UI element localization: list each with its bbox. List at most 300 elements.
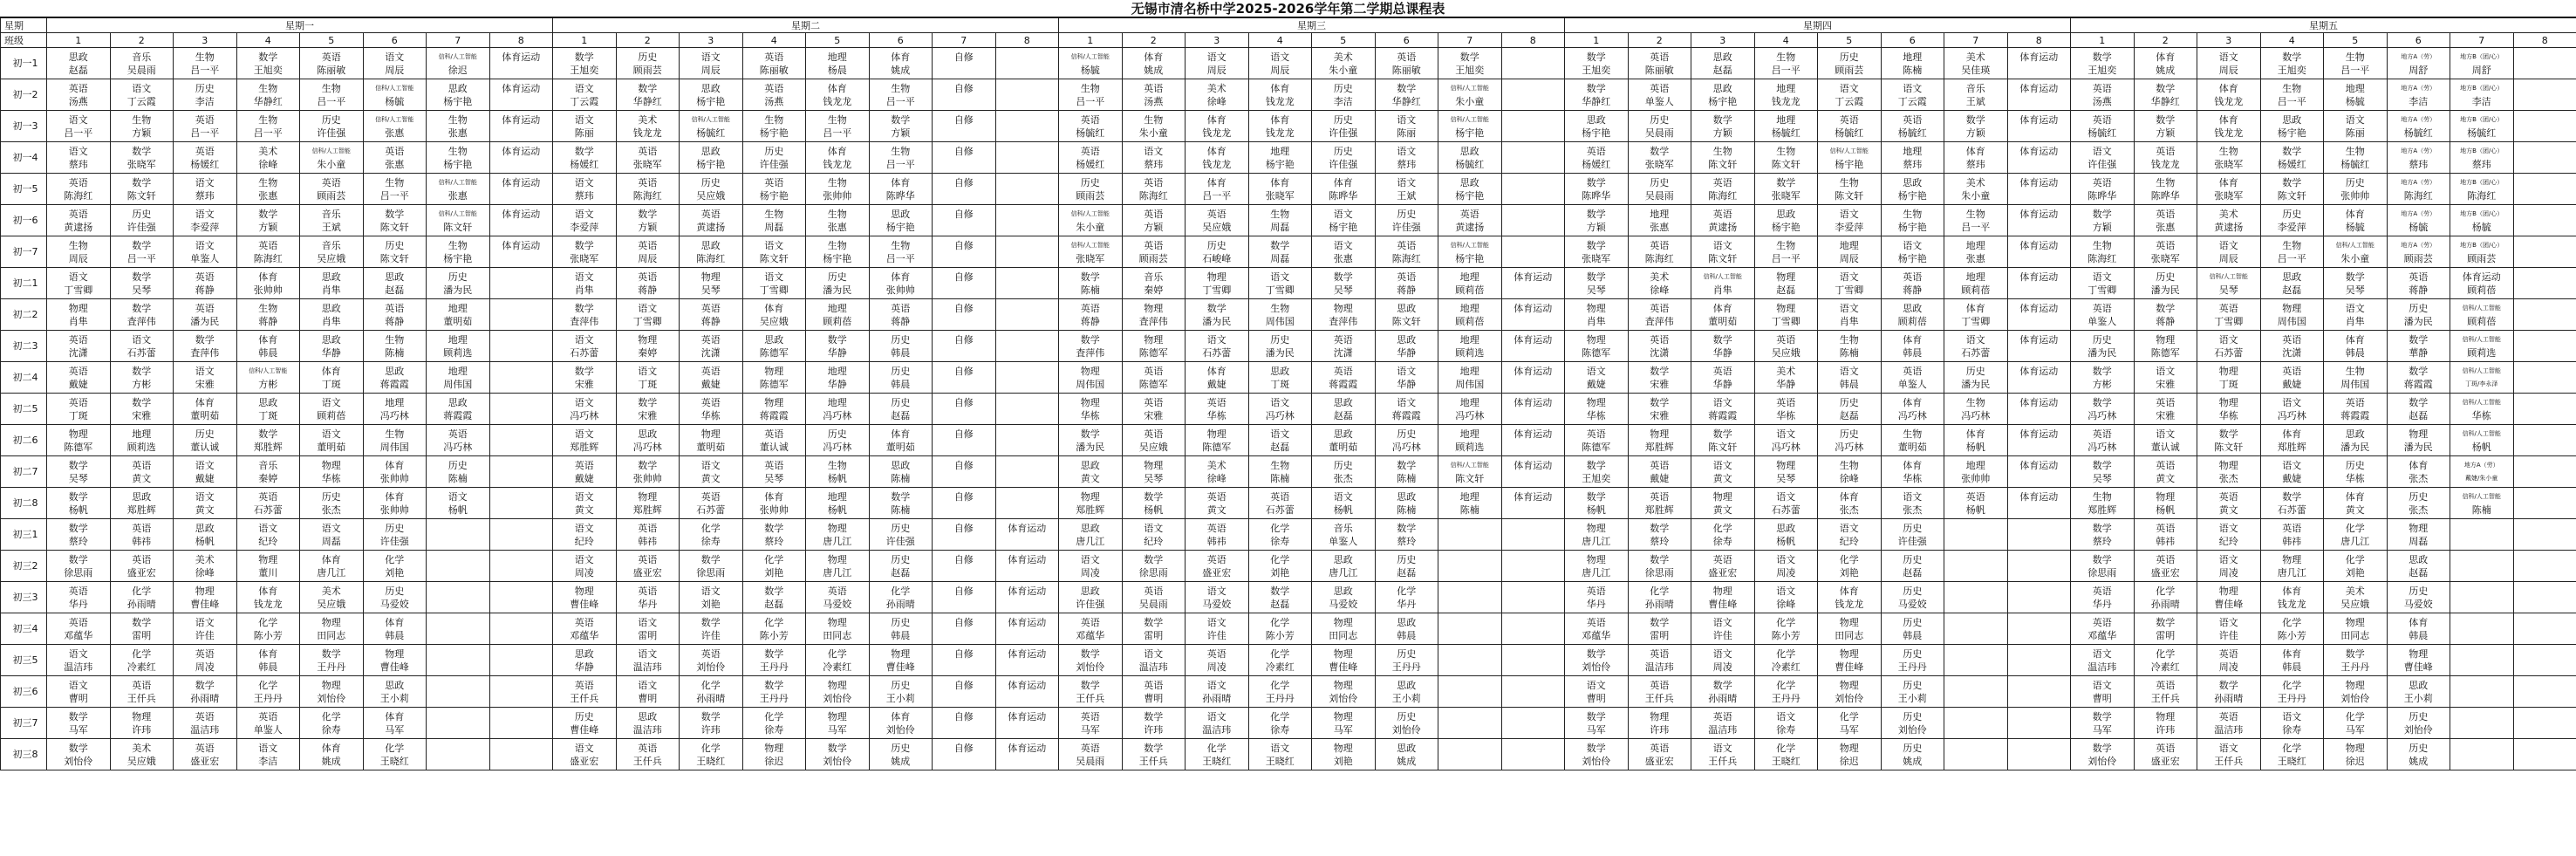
lesson-subject: 化学	[2156, 647, 2176, 660]
lesson-teacher: 张晓军	[2150, 252, 2180, 264]
lesson-cell	[933, 645, 996, 676]
lesson-subject: 英语	[2282, 333, 2302, 346]
lesson-subject: 物理	[1586, 553, 1606, 565]
lesson-subject	[490, 522, 553, 535]
lesson-cell	[2513, 362, 2576, 394]
lesson-cell	[174, 708, 237, 739]
lesson-teacher: 王丹丹	[2277, 692, 2306, 704]
lesson-subject	[1438, 522, 1501, 535]
lesson-subject	[996, 396, 1059, 409]
lesson-teacher: 徐峰	[1206, 472, 1227, 484]
lesson-subject: 体育	[891, 51, 911, 63]
lesson-subject: 思政	[1459, 176, 1479, 188]
lesson-teacher: 杨宇艳	[1455, 189, 1485, 202]
lesson-cell	[174, 331, 237, 362]
lesson-subject: 生物	[827, 239, 847, 251]
lesson-cell	[616, 456, 680, 488]
lesson-teacher: 冯巧林	[1897, 409, 1927, 421]
lesson-teacher: 黄文	[1712, 503, 1732, 516]
lesson-teacher: 朱小童	[1138, 127, 1168, 139]
lesson-subject	[1438, 553, 1501, 566]
lesson-teacher: 王小莉	[379, 692, 409, 704]
lesson-subject	[2514, 113, 2576, 127]
lesson-teacher: 王小莉	[885, 692, 915, 704]
lesson-cell	[300, 111, 364, 142]
lesson-teacher: 陈文轩	[1455, 472, 1485, 484]
lesson-teacher: 冯巧林	[1455, 409, 1485, 421]
lesson-subject: 语文	[2218, 742, 2238, 754]
lesson-subject	[2008, 742, 2071, 755]
lesson-subject: 英语	[1144, 82, 1164, 94]
lesson-cell	[427, 48, 490, 79]
class-row	[1, 739, 2576, 770]
lesson-cell	[2450, 268, 2514, 299]
lesson-cell	[47, 613, 111, 645]
lesson-teacher: 陈文轩	[2277, 189, 2306, 202]
lesson-subject: 体育运动	[502, 82, 541, 94]
lesson-subject	[1502, 553, 1565, 566]
lesson-subject	[2514, 176, 2576, 189]
lesson-subject: 英语	[1080, 616, 1100, 628]
lesson-teacher	[996, 95, 1059, 108]
lesson-teacher: 王丹丹	[1897, 661, 1927, 673]
lesson-teacher: 汤燕	[68, 95, 88, 107]
weekday-header: 星期三	[1059, 18, 1565, 33]
lesson-subject: 体育运动	[1513, 302, 1553, 314]
lesson-teacher	[2008, 189, 2071, 202]
lesson-subject: 物理	[321, 616, 341, 628]
lesson-teacher	[2450, 566, 2513, 579]
lesson-cell	[1248, 425, 1312, 456]
lesson-subject	[2514, 742, 2576, 755]
lesson-cell	[2513, 394, 2576, 425]
lesson-teacher: 周凌	[1712, 661, 1732, 673]
lesson-teacher: 张晓军	[1265, 189, 1295, 202]
lesson-cell	[110, 708, 174, 739]
class-row	[1, 48, 2576, 79]
lesson-subject: 地方B（团/心）	[2460, 178, 2504, 186]
lesson-teacher: 赵磊	[891, 566, 911, 579]
class-name: 初三7	[1, 708, 47, 739]
lesson-subject	[490, 616, 553, 629]
lesson-subject: 英语	[638, 239, 658, 251]
lesson-teacher: 赵磊	[1397, 566, 1417, 579]
lesson-cell	[2260, 362, 2324, 394]
lesson-teacher: 郑胜辉	[1644, 441, 1674, 453]
lesson-subject: 生物	[891, 82, 911, 94]
lesson-subject: 数学	[574, 239, 594, 251]
lesson-teacher	[2514, 252, 2576, 265]
lesson-subject: 思政	[2409, 679, 2429, 691]
lesson-cell	[110, 551, 174, 582]
lesson-cell	[1438, 645, 1502, 676]
lesson-teacher: 李洁	[258, 755, 278, 767]
lesson-teacher	[996, 723, 1059, 736]
lesson-teacher	[2008, 692, 2071, 705]
lesson-cell	[2387, 331, 2450, 362]
lesson-subject	[2450, 553, 2513, 566]
lesson-subject: 历史	[891, 679, 911, 691]
lesson-cell	[2387, 142, 2450, 174]
lesson-cell	[806, 362, 870, 394]
lesson-teacher: 黄逮扬	[696, 221, 726, 233]
lesson-cell	[2197, 551, 2261, 582]
lesson-cell	[933, 236, 996, 268]
lesson-subject: 体育	[2218, 176, 2238, 188]
lesson-teacher: 査萍伟	[190, 346, 220, 359]
lesson-subject: 历史	[891, 616, 911, 628]
weekday-header: 星期二	[553, 18, 1059, 33]
lesson-cell	[2450, 645, 2514, 676]
lesson-subject: 体育运动	[2019, 51, 2059, 63]
lesson-teacher: 陈文轩	[126, 189, 156, 202]
lesson-cell	[2387, 613, 2450, 645]
lesson-cell	[1375, 79, 1438, 111]
lesson-subject: 体育运动	[1513, 428, 1553, 440]
lesson-subject: 数学	[2345, 270, 2365, 283]
lesson-cell	[1248, 739, 1312, 770]
lesson-cell	[1818, 331, 1882, 362]
lesson-teacher: 吴琴	[700, 284, 721, 296]
lesson-teacher: 华栋	[2345, 472, 2365, 484]
lesson-teacher: 丁斑	[1270, 378, 1290, 390]
lesson-teacher	[2008, 221, 2071, 234]
lesson-teacher: 顾莉蓓	[2467, 315, 2497, 327]
lesson-subject: 英语	[1080, 302, 1100, 314]
lesson-cell	[2197, 331, 2261, 362]
lesson-cell	[2007, 551, 2071, 582]
lesson-teacher	[490, 598, 553, 611]
lesson-teacher: 石苏蕾	[696, 503, 726, 516]
lesson-subject: 体育	[2345, 333, 2365, 346]
lesson-cell	[995, 236, 1059, 268]
lesson-subject: 语文	[2345, 302, 2365, 314]
lesson-subject: 地理	[1459, 365, 1479, 377]
lesson-subject: 物理	[1650, 428, 1670, 440]
lesson-teacher: 顾雨芸	[632, 64, 662, 76]
lesson-teacher: 吴应娥	[1138, 441, 1168, 453]
lesson-teacher: 戴婕	[1206, 378, 1227, 390]
lesson-cell	[2260, 79, 2324, 111]
lesson-subject: 历史	[700, 176, 721, 188]
lesson-teacher: 温洁玮	[2087, 661, 2117, 673]
lesson-subject: 地理	[1965, 239, 1985, 251]
lesson-subject	[1438, 679, 1501, 692]
lesson-cell	[2007, 236, 2071, 268]
lesson-cell	[1122, 331, 1186, 362]
lesson-cell	[806, 268, 870, 299]
lesson-cell	[1059, 111, 1123, 142]
lesson-teacher: 陈小芳	[1265, 629, 1295, 641]
lesson-teacher: 田同志	[823, 629, 852, 641]
lesson-cell	[489, 394, 553, 425]
lesson-subject: 语文	[1839, 82, 1859, 94]
lesson-subject: 数学	[132, 176, 152, 188]
lesson-subject	[1944, 553, 2007, 566]
lesson-cell	[1754, 174, 1818, 205]
lesson-cell	[1565, 425, 1629, 456]
lesson-subject: 物理	[1333, 616, 1353, 628]
lesson-teacher: 杨毓红	[2087, 127, 2117, 139]
lesson-subject: 化学	[258, 616, 278, 628]
lesson-subject: 生物	[2156, 176, 2176, 188]
lesson-cell	[300, 362, 364, 394]
lesson-teacher	[490, 692, 553, 705]
lesson-cell	[1312, 79, 1376, 111]
lesson-teacher: 曹佳峰	[570, 723, 599, 736]
lesson-teacher	[2514, 346, 2576, 360]
lesson-subject: 英语	[1650, 679, 1670, 691]
lesson-teacher: 曹佳峰	[570, 598, 599, 610]
lesson-teacher: 张杰	[2409, 472, 2429, 484]
lesson-cell	[2450, 551, 2514, 582]
lesson-subject: 信科/人工智能	[1070, 241, 1110, 249]
period-number: 3	[680, 33, 743, 48]
lesson-teacher: 吴琴	[132, 284, 152, 296]
lesson-cell	[363, 676, 427, 708]
lesson-cell	[553, 582, 617, 613]
lesson-cell	[2071, 268, 2135, 299]
lesson-cell	[1438, 142, 1502, 174]
lesson-subject: 信科/人工智能	[438, 52, 477, 60]
lesson-subject: 数学	[700, 553, 721, 565]
lesson-subject: 物理	[764, 365, 784, 377]
lesson-cell	[2071, 394, 2135, 425]
lesson-cell	[1501, 645, 1565, 676]
lesson-cell	[1186, 551, 1249, 582]
lesson-teacher	[996, 158, 1059, 171]
lesson-subject: 语文	[2282, 710, 2302, 722]
lesson-cell	[553, 456, 617, 488]
lesson-teacher	[996, 64, 1059, 77]
lesson-cell	[2007, 362, 2071, 394]
lesson-subject: 英语	[2156, 679, 2176, 691]
lesson-cell	[1059, 362, 1123, 394]
class-row	[1, 79, 2576, 111]
lesson-subject: 体育	[2409, 616, 2429, 628]
lesson-cell	[1312, 456, 1376, 488]
lesson-subject: 体育	[1903, 459, 1923, 471]
lesson-cell	[995, 551, 1059, 582]
lesson-subject: 生物	[2092, 490, 2112, 503]
lesson-cell	[1248, 331, 1312, 362]
lesson-cell	[2324, 645, 2388, 676]
lesson-cell	[1881, 488, 1944, 519]
lesson-subject: 生物	[1839, 176, 1859, 188]
lesson-teacher: 冯巧林	[1391, 441, 1421, 453]
lesson-subject: 体育	[1903, 396, 1923, 408]
lesson-subject: 英语	[1712, 710, 1732, 722]
lesson-subject	[1438, 616, 1501, 629]
lesson-subject	[2008, 616, 2071, 629]
lesson-subject: 物理	[827, 710, 847, 722]
lesson-cell	[1565, 79, 1629, 111]
lesson-teacher	[427, 692, 489, 705]
lesson-teacher: 张惠	[1650, 221, 1670, 233]
lesson-teacher: 徐思雨	[1138, 566, 1168, 579]
lesson-cell	[1818, 676, 1882, 708]
period-number: 4	[742, 33, 806, 48]
lesson-cell	[2197, 205, 2261, 236]
lesson-cell	[1754, 613, 1818, 645]
lesson-cell	[680, 174, 743, 205]
lesson-subject: 数学	[2409, 333, 2429, 346]
lesson-teacher: 钱龙龙	[2214, 127, 2244, 139]
lesson-subject: 体育	[1206, 365, 1227, 377]
lesson-cell	[363, 362, 427, 394]
lesson-cell	[680, 613, 743, 645]
lesson-subject: 信科/人工智能	[2209, 272, 2248, 280]
lesson-cell	[2007, 676, 2071, 708]
lesson-subject: 自修	[953, 490, 974, 503]
lesson-subject: 英语	[638, 522, 658, 534]
lesson-teacher: 盛亚宏	[126, 566, 156, 579]
lesson-cell	[236, 551, 300, 582]
lesson-teacher: 蔡玮	[2409, 158, 2429, 170]
lesson-subject: 化学	[2282, 742, 2302, 754]
lesson-teacher: 周凌	[1776, 566, 1796, 579]
lesson-subject: 语文	[1839, 208, 1859, 220]
lesson-cell	[742, 676, 806, 708]
lesson-subject: 数学	[764, 647, 784, 660]
lesson-cell	[869, 456, 933, 488]
lesson-cell	[2007, 331, 2071, 362]
lesson-cell	[1375, 582, 1438, 613]
lesson-cell	[489, 645, 553, 676]
lesson-teacher	[2008, 661, 2071, 674]
lesson-subject: 思政	[385, 679, 405, 691]
lesson-cell	[1501, 708, 1565, 739]
lesson-cell	[363, 645, 427, 676]
lesson-subject: 语文	[195, 176, 215, 188]
lesson-cell	[1818, 362, 1882, 394]
lesson-subject: 语文	[1776, 553, 1796, 565]
lesson-subject: 英语	[1650, 490, 1670, 503]
lesson-cell	[1691, 613, 1755, 645]
lesson-cell	[2071, 519, 2135, 551]
lesson-teacher: 赵磊	[1270, 598, 1290, 610]
period-number: 7	[427, 33, 490, 48]
lesson-teacher: 吕一平	[1076, 95, 1105, 107]
lesson-subject: 历史	[1650, 176, 1670, 188]
lesson-cell	[1122, 613, 1186, 645]
lesson-cell	[110, 111, 174, 142]
lesson-subject: 生物	[827, 113, 847, 126]
lesson-teacher: 潘为民	[2087, 346, 2117, 359]
lesson-cell	[2513, 48, 2576, 79]
lesson-subject	[2008, 522, 2071, 535]
lesson-cell	[1438, 456, 1502, 488]
lesson-cell	[2324, 613, 2388, 645]
lesson-cell	[2197, 519, 2261, 551]
lesson-cell	[2134, 425, 2197, 456]
lesson-cell	[1565, 236, 1629, 268]
lesson-teacher: 冯巧林	[1265, 409, 1295, 421]
lesson-teacher: 黄文	[1712, 472, 1732, 484]
lesson-subject: 物理	[1080, 396, 1100, 408]
lesson-teacher	[2514, 566, 2576, 579]
period-number: 4	[2260, 33, 2324, 48]
lesson-cell	[680, 236, 743, 268]
lesson-teacher: 孙雨晴	[1644, 598, 1674, 610]
lesson-subject: 体育	[2218, 82, 2238, 94]
lesson-cell	[1691, 394, 1755, 425]
lesson-subject: 地理	[1270, 145, 1290, 157]
lesson-subject: 语文	[1776, 585, 1796, 597]
lesson-teacher: 潘为民	[2150, 284, 2180, 296]
lesson-teacher: 杨宇艳	[1897, 189, 1927, 202]
lesson-cell	[236, 205, 300, 236]
lesson-cell	[1248, 613, 1312, 645]
lesson-teacher	[490, 189, 553, 202]
lesson-teacher: 徐迟	[448, 64, 468, 76]
lesson-teacher: 周辰	[700, 64, 721, 76]
lesson-subject: 体育运动	[1008, 522, 1047, 534]
lesson-subject: 思政	[1776, 208, 1796, 220]
lesson-cell	[933, 519, 996, 551]
lesson-cell	[1122, 362, 1186, 394]
lesson-subject	[1502, 647, 1565, 661]
lesson-cell	[1628, 582, 1691, 613]
lesson-subject: 自修	[953, 145, 974, 157]
lesson-teacher	[2514, 661, 2576, 674]
lesson-subject: 数学	[2156, 82, 2176, 94]
lesson-subject: 化学	[2345, 553, 2365, 565]
lesson-teacher	[490, 315, 553, 328]
lesson-teacher: 陈德军	[759, 346, 789, 359]
lesson-cell	[2197, 299, 2261, 331]
lesson-subject: 历史	[638, 51, 658, 63]
lesson-subject: 化学	[764, 616, 784, 628]
lesson-subject: 英语	[195, 270, 215, 283]
lesson-cell	[1122, 551, 1186, 582]
lesson-teacher: 董明茹	[1329, 441, 1358, 453]
lesson-teacher: 王丹丹	[759, 661, 789, 673]
lesson-subject: 自修	[953, 208, 974, 220]
lesson-subject: 化学	[1270, 710, 1290, 722]
lesson-subject: 生物	[2218, 145, 2238, 157]
lesson-teacher: 韩晨	[2282, 661, 2302, 673]
lesson-subject: 语文	[574, 396, 594, 408]
lesson-subject: 体育	[1965, 145, 1985, 157]
lesson-cell	[1438, 299, 1502, 331]
lesson-cell	[2260, 739, 2324, 770]
lesson-cell	[553, 174, 617, 205]
lesson-cell	[427, 456, 490, 488]
lesson-subject: 历史	[1965, 365, 1985, 377]
lesson-subject: 英语	[2092, 302, 2112, 314]
lesson-cell	[742, 142, 806, 174]
lesson-subject: 历史	[2409, 742, 2429, 754]
lesson-cell	[1754, 582, 1818, 613]
lesson-cell	[2260, 205, 2324, 236]
lesson-subject: 生物	[2282, 82, 2302, 94]
lesson-cell	[1501, 613, 1565, 645]
lesson-subject: 语文	[2156, 365, 2176, 377]
lesson-subject: 语文	[385, 51, 405, 63]
lesson-teacher: 丁云霞	[126, 95, 156, 107]
lesson-subject: 信科/人工智能	[2462, 304, 2501, 312]
lesson-subject: 物理	[1144, 459, 1164, 471]
lesson-subject: 物理	[700, 270, 721, 283]
class-row	[1, 205, 2576, 236]
lesson-subject: 语文	[1270, 51, 1290, 63]
lesson-cell	[2071, 488, 2135, 519]
lesson-teacher: 曹明	[68, 692, 88, 704]
lesson-subject: 历史	[2409, 585, 2429, 597]
lesson-cell	[47, 142, 111, 174]
lesson-teacher	[1502, 661, 1565, 674]
